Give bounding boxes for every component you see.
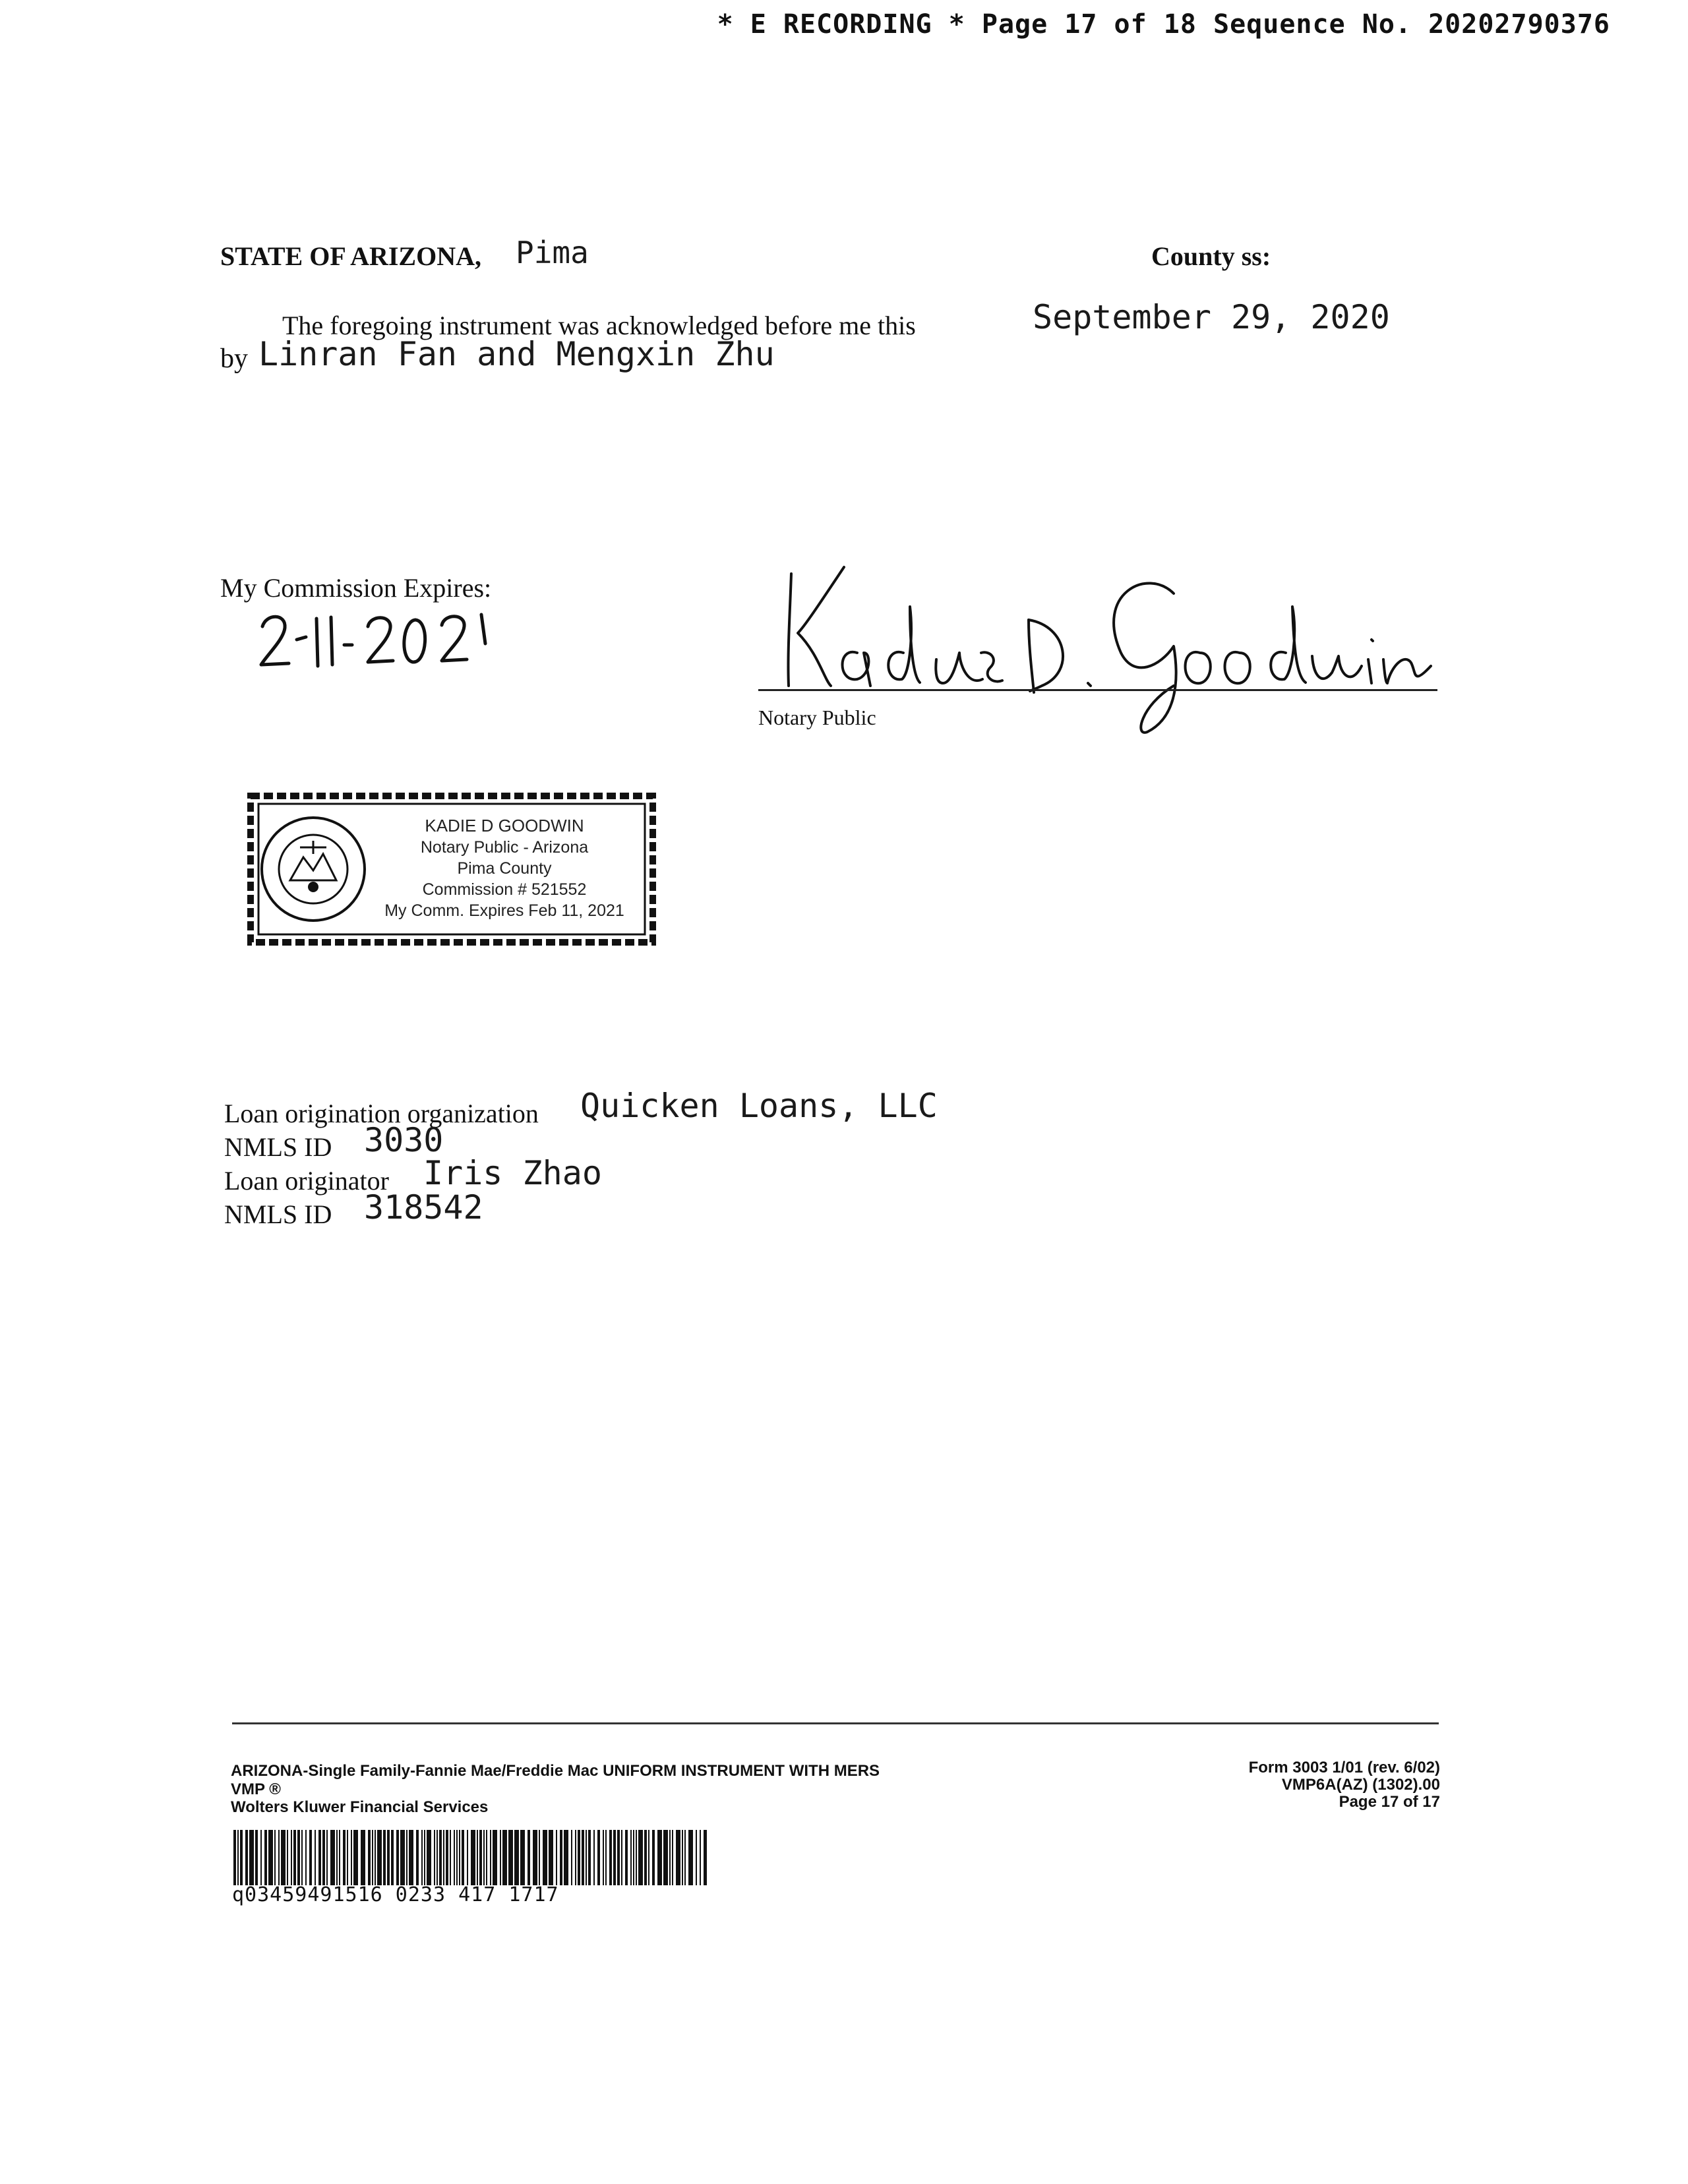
barcode-bar: [315, 1830, 316, 1885]
barcode-bar: [361, 1830, 365, 1885]
barcode-bar: [502, 1830, 507, 1885]
barcode-bar: [233, 1830, 236, 1885]
barcode-bar: [372, 1830, 373, 1885]
loan-org-value: Quicken Loans, LLC: [580, 1087, 938, 1125]
barcode-bar: [549, 1830, 553, 1885]
barcode-bar: [625, 1830, 628, 1885]
commission-expires-label: My Commission Expires:: [220, 573, 492, 603]
barcode-bar: [493, 1830, 497, 1885]
barcode-bar: [556, 1830, 557, 1885]
barcode-bar: [578, 1830, 580, 1885]
barcode-bar: [676, 1830, 680, 1885]
barcode-bar: [318, 1830, 321, 1885]
originator-nmls-label: NMLS ID: [224, 1199, 332, 1229]
barcode-bar: [543, 1830, 547, 1885]
barcode-bar: [657, 1830, 662, 1885]
barcode-bar: [684, 1830, 686, 1885]
acknowledgment-statement: The foregoing instrument was acknowledged before me this: [282, 311, 916, 340]
barcode-bar: [454, 1830, 455, 1885]
barcode-bar: [682, 1830, 683, 1885]
barcode-bar: [617, 1830, 620, 1885]
notary-seal-stamp: [244, 788, 659, 950]
barcode-bar: [597, 1830, 600, 1885]
barcode-bar: [301, 1830, 303, 1885]
barcode-bar: [396, 1830, 399, 1885]
seal-notary-name: KADIE D GOODWIN: [425, 816, 584, 835]
barcode-bar: [343, 1830, 346, 1885]
barcode-bar: [462, 1830, 464, 1885]
notary-public-label: Notary Public: [758, 706, 876, 729]
barcode-bar: [274, 1830, 276, 1885]
barcode-bar: [613, 1830, 616, 1885]
barcode-bar: [564, 1830, 568, 1885]
loan-originator-value: Iris Zhao: [423, 1154, 602, 1192]
barcode-bar: [560, 1830, 562, 1885]
by-label: by: [220, 344, 248, 374]
barcode-text: q03459491516 0233 417 1717: [232, 1883, 559, 1906]
barcode-bar: [603, 1830, 604, 1885]
footer-form-title: ARIZONA-Single Family-Fannie Mae/Freddie Mac UNIFORM INSTRUMENT WITH MERS: [231, 1762, 880, 1780]
barcode-bar: [633, 1830, 634, 1885]
barcode-bar: [260, 1830, 262, 1885]
barcode-bar: [605, 1830, 607, 1885]
great-seal-emblem: [262, 818, 365, 921]
barcode-bar: [636, 1830, 637, 1885]
barcode-bar: [326, 1830, 328, 1885]
barcode-bar: [688, 1830, 693, 1885]
barcode-bar: [652, 1830, 655, 1885]
barcode-bar: [293, 1830, 296, 1885]
barcode-bar: [427, 1830, 431, 1885]
barcode-bar: [528, 1830, 530, 1885]
barcode-bar: [287, 1830, 288, 1885]
county-ss-label: County ss:: [1151, 241, 1271, 271]
barcode-bar: [406, 1830, 407, 1885]
barcode-bar: [621, 1830, 622, 1885]
barcode-bar: [644, 1830, 647, 1885]
barcode-bar: [245, 1830, 248, 1885]
barcode-bar: [669, 1830, 671, 1885]
barcode-bar: [638, 1830, 643, 1885]
barcode-bar: [249, 1830, 254, 1885]
barcode-bar: [539, 1830, 540, 1885]
barcode-bar: [434, 1830, 435, 1885]
org-nmls-value: 3030: [364, 1121, 444, 1159]
barcode-bar: [533, 1830, 537, 1885]
loan-originator-label: Loan originator: [224, 1166, 389, 1196]
barcode-bar: [347, 1830, 348, 1885]
barcode-bar: [456, 1830, 458, 1885]
barcode-bar: [368, 1830, 371, 1885]
barcode-bar: [443, 1830, 444, 1885]
barcode-bar: [700, 1830, 701, 1885]
barcode-bar: [467, 1830, 468, 1885]
barcode-bar: [330, 1830, 335, 1885]
loan-org-label: Loan origination organization: [224, 1099, 539, 1128]
state-label: STATE OF ARIZONA,: [220, 241, 481, 271]
handwritten-commission-date: [257, 607, 534, 679]
barcode-bar: [387, 1830, 390, 1885]
footer-rule: [232, 1722, 1439, 1724]
barcode-bar: [704, 1830, 707, 1885]
footer-form-number: Form 3003 1/01 (rev. 6/02): [1248, 1759, 1440, 1776]
barcode-bar: [255, 1830, 258, 1885]
recording-stamp: * E RECORDING * Page 17 of 18 Sequence No. 20202790376: [717, 9, 1610, 40]
barcode-bar: [696, 1830, 697, 1885]
seal-expiry: My Comm. Expires Feb 11, 2021: [384, 901, 624, 920]
barcode-bar: [514, 1830, 519, 1885]
barcode-bar: [278, 1830, 280, 1885]
barcode-bar: [339, 1830, 340, 1885]
barcode-bar: [483, 1830, 485, 1885]
barcode-bar: [520, 1830, 525, 1885]
barcode-bar: [291, 1830, 292, 1885]
footer-page-number: Page 17 of 17: [1339, 1793, 1440, 1811]
barcode-bar: [490, 1830, 491, 1885]
seal-county: Pima County: [457, 859, 552, 878]
barcode-bar: [575, 1830, 576, 1885]
barcode-bar: [264, 1830, 267, 1885]
barcode-bar: [437, 1830, 438, 1885]
barcode-bar: [281, 1830, 286, 1885]
barcode-bar: [471, 1830, 475, 1885]
barcode-bar: [424, 1830, 425, 1885]
barcode-bar: [446, 1830, 448, 1885]
barcode-bar: [400, 1830, 405, 1885]
barcode-bar: [377, 1830, 382, 1885]
barcode-bar: [421, 1830, 423, 1885]
county-name: Pima: [516, 235, 589, 270]
barcode-bar: [479, 1830, 482, 1885]
barcode-bar: [486, 1830, 487, 1885]
barcode-bar: [459, 1830, 460, 1885]
footer-publisher: Wolters Kluwer Financial Services: [231, 1798, 489, 1816]
signature-line: [758, 689, 1437, 691]
barcode-bar: [582, 1830, 584, 1885]
footer-vmp: VMP ®: [231, 1780, 281, 1798]
barcode-bar: [508, 1830, 513, 1885]
barcode-bar: [240, 1830, 243, 1885]
barcode-bar: [609, 1830, 612, 1885]
acknowledgment-date: September 29, 2020: [1033, 298, 1390, 336]
barcode-bar: [391, 1830, 394, 1885]
barcode-bar: [663, 1830, 668, 1885]
barcode-bar: [353, 1830, 358, 1885]
barcode-bar: [416, 1830, 419, 1885]
barcode-bar: [500, 1830, 501, 1885]
barcode-bar: [297, 1830, 300, 1885]
barcode-bar: [630, 1830, 632, 1885]
barcode-bar: [450, 1830, 451, 1885]
barcode-bar: [268, 1830, 273, 1885]
barcode-bar: [571, 1830, 572, 1885]
barcode-bar: [351, 1830, 352, 1885]
barcode: [232, 1830, 707, 1885]
barcode-bar: [383, 1830, 386, 1885]
seal-notary-title: Notary Public - Arizona: [420, 838, 589, 857]
barcode-bar: [305, 1830, 307, 1885]
barcode-bar: [439, 1830, 442, 1885]
barcode-bar: [588, 1830, 591, 1885]
originator-nmls-value: 318542: [364, 1188, 483, 1227]
barcode-bar: [409, 1830, 413, 1885]
barcode-bar: [322, 1830, 325, 1885]
signer-names: Linran Fan and Mengxin Zhu: [258, 335, 775, 373]
footer-vmp-code: VMP6A(AZ) (1302).00: [1281, 1776, 1440, 1794]
barcode-bar: [477, 1830, 478, 1885]
seal-commission-number: Commission # 521552: [422, 880, 587, 899]
barcode-bar: [237, 1830, 239, 1885]
barcode-bar: [336, 1830, 338, 1885]
barcode-bar: [672, 1830, 673, 1885]
barcode-bar: [309, 1830, 312, 1885]
barcode-bar: [593, 1830, 595, 1885]
barcode-bar: [375, 1830, 376, 1885]
barcode-bar: [586, 1830, 587, 1885]
barcode-bar: [648, 1830, 649, 1885]
org-nmls-label: NMLS ID: [224, 1132, 332, 1162]
notary-signature: [778, 554, 1444, 752]
